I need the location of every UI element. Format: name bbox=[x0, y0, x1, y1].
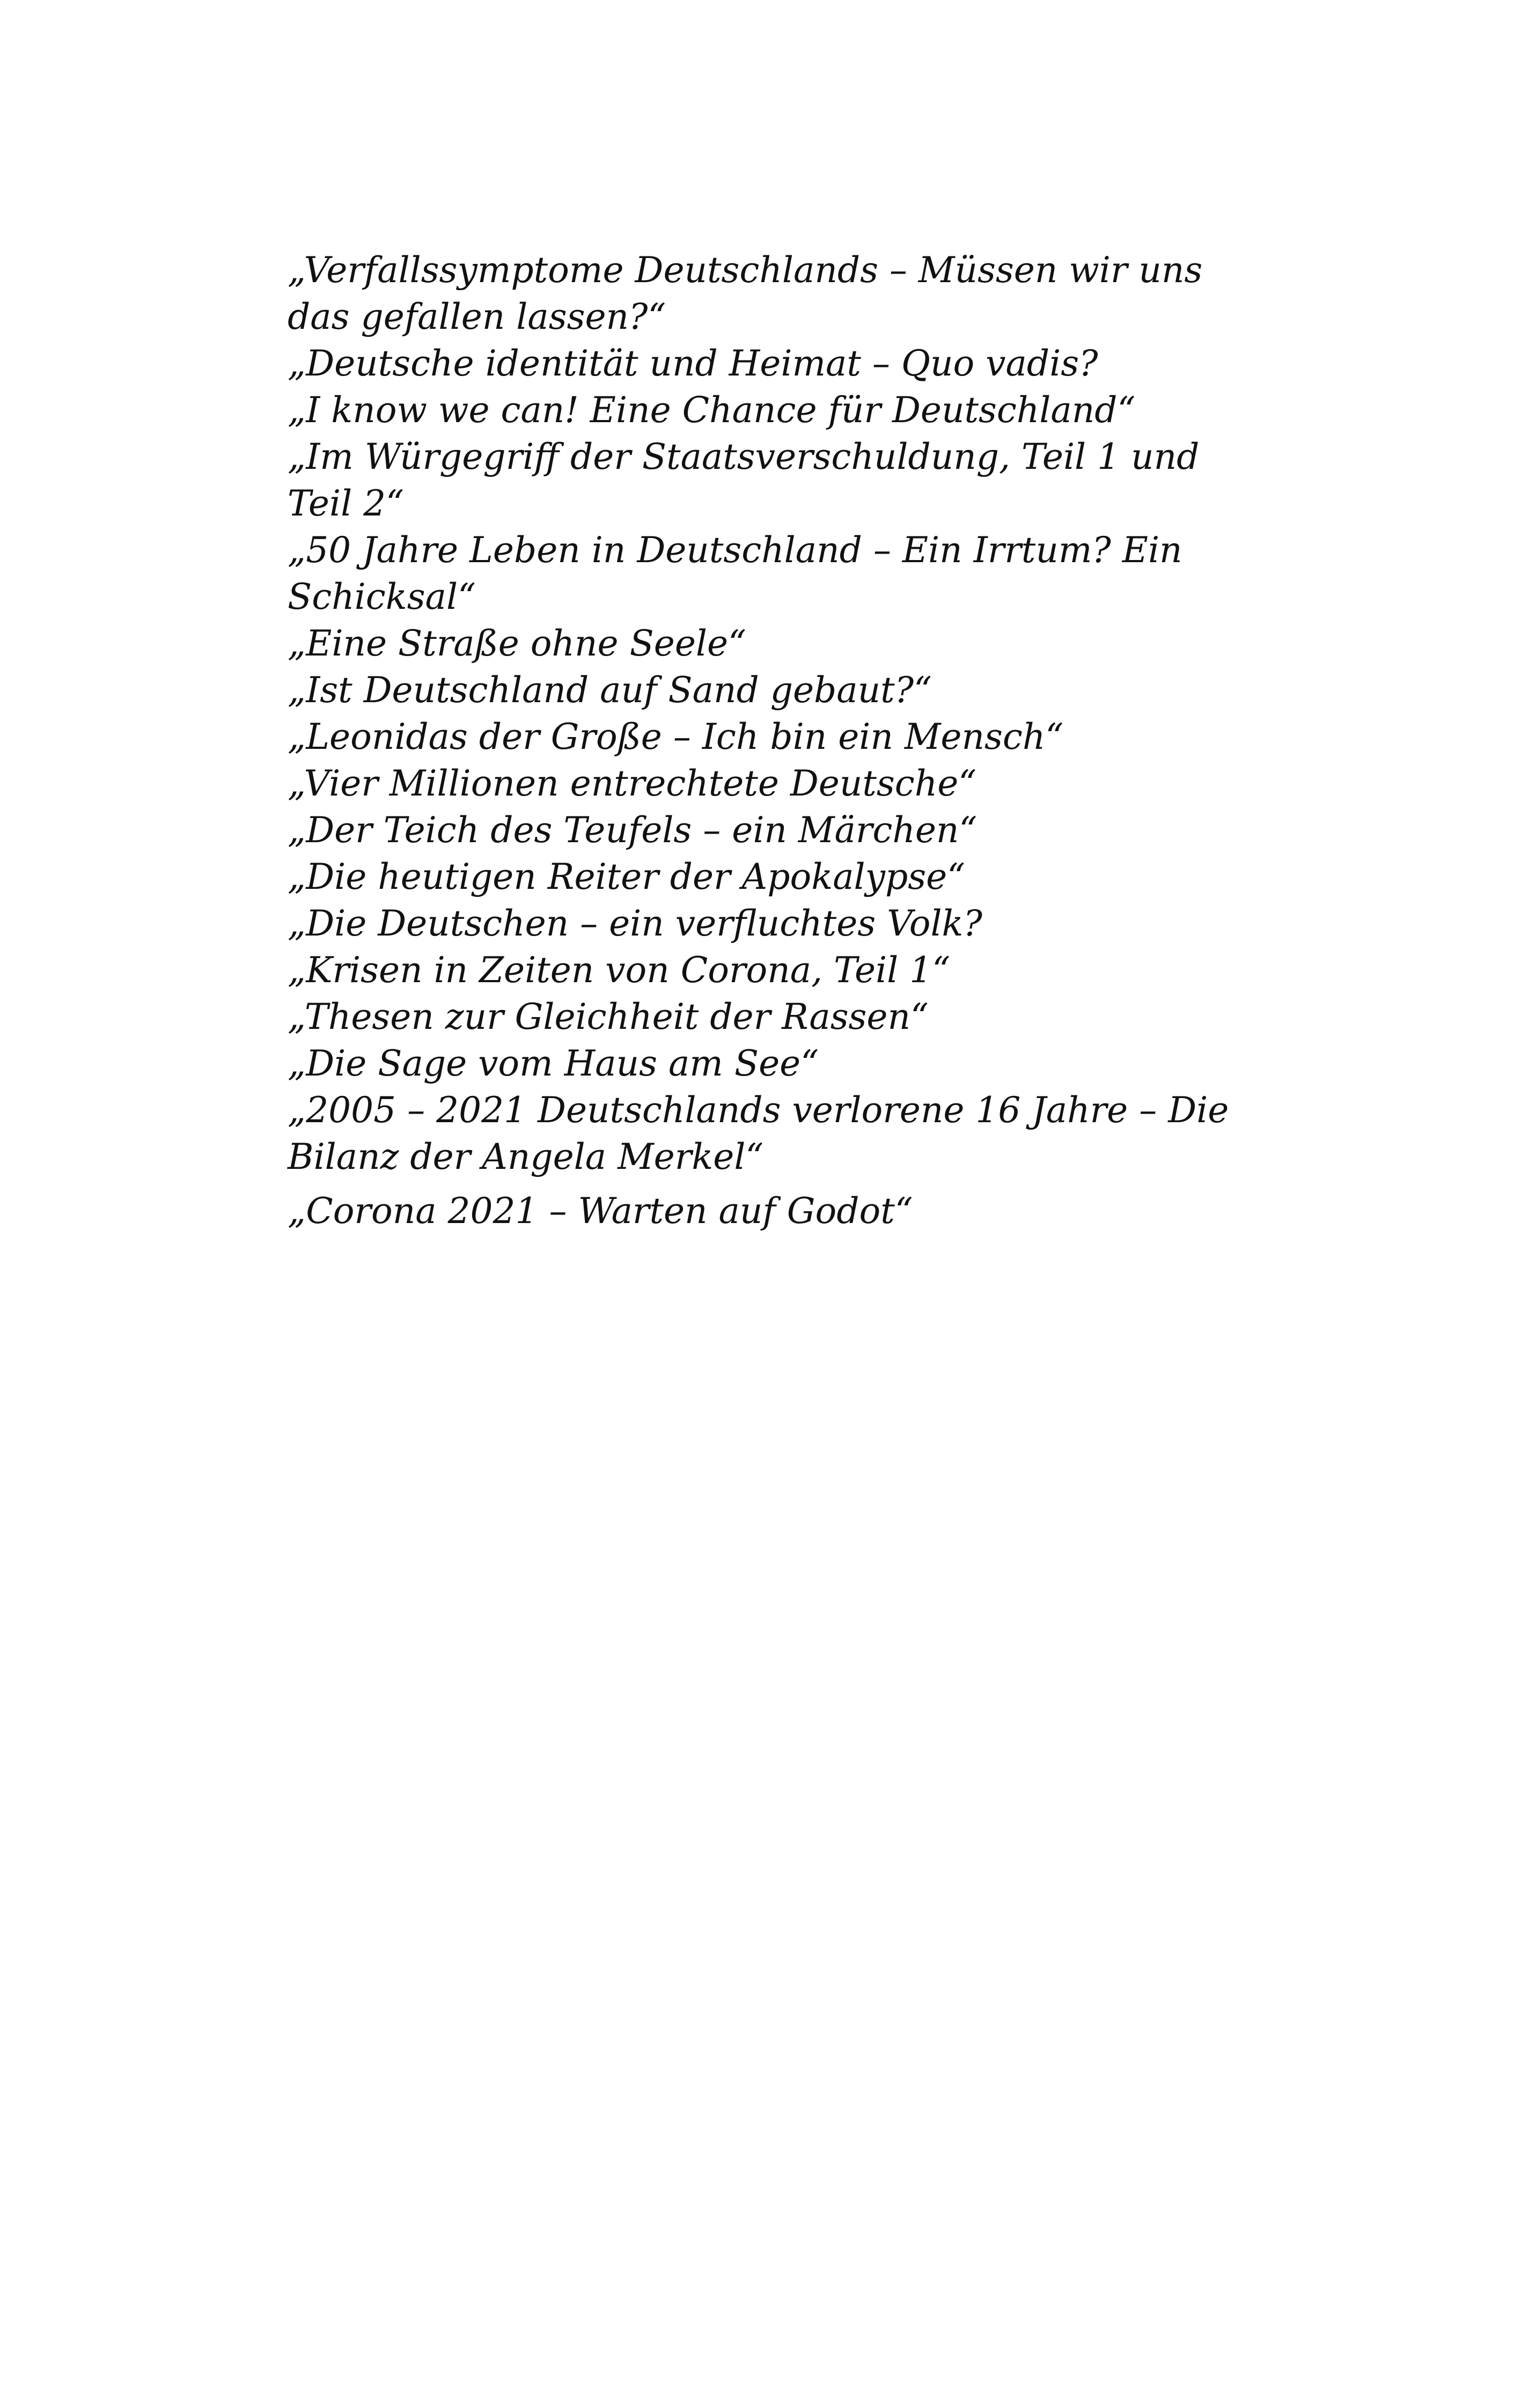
publication-title: „2005 – 2021 Deutschlands verlorene 16 Jahre – Die Bilanz der Angela Merkel“ bbox=[288, 1089, 1229, 1177]
publication-title: „Im Würgegriff der Staatsverschuldung, Teil 1 und Teil 2“ bbox=[288, 436, 1200, 524]
publication-title: „I know we can! Eine Chance für Deutschland“ bbox=[288, 389, 1136, 431]
publication-title: „Ist Deutschland auf Sand gebaut?“ bbox=[288, 669, 932, 711]
publication-title: „Vier Millionen entrechtete Deutsche“ bbox=[288, 763, 977, 804]
publication-title: „Eine Straße ohne Seele“ bbox=[288, 623, 746, 664]
publication-title: „50 Jahre Leben in Deutschland – Ein Irrtum? Ein Schicksal“ bbox=[288, 529, 1182, 617]
publication-title: „Verfallssymptome Deutschlands – Müssen wir uns das gefallen lassen?“ bbox=[288, 249, 1203, 337]
publication-title-list bbox=[288, 247, 1232, 1234]
publication-title: „Deutsche identität und Heimat – Quo vadis? bbox=[288, 343, 1098, 384]
publication-title: „Der Teich des Teufels – ein Märchen“ bbox=[288, 809, 978, 851]
publication-title: „Die Deutschen – ein verfluchtes Volk? bbox=[288, 903, 982, 944]
publication-title: „Leonidas der Große – Ich bin ein Mensch“ bbox=[288, 716, 1064, 757]
publication-title: „Die heutigen Reiter der Apokalypse“ bbox=[288, 856, 965, 897]
publication-title: „Thesen zur Gleichheit der Rassen“ bbox=[288, 996, 929, 1037]
publication-title: „Krisen in Zeiten von Corona, Teil 1“ bbox=[288, 949, 950, 991]
publication-title: „Corona 2021 – Warten auf Godot“ bbox=[288, 1190, 913, 1232]
publication-title: „Die Sage vom Haus am See“ bbox=[288, 1043, 819, 1084]
